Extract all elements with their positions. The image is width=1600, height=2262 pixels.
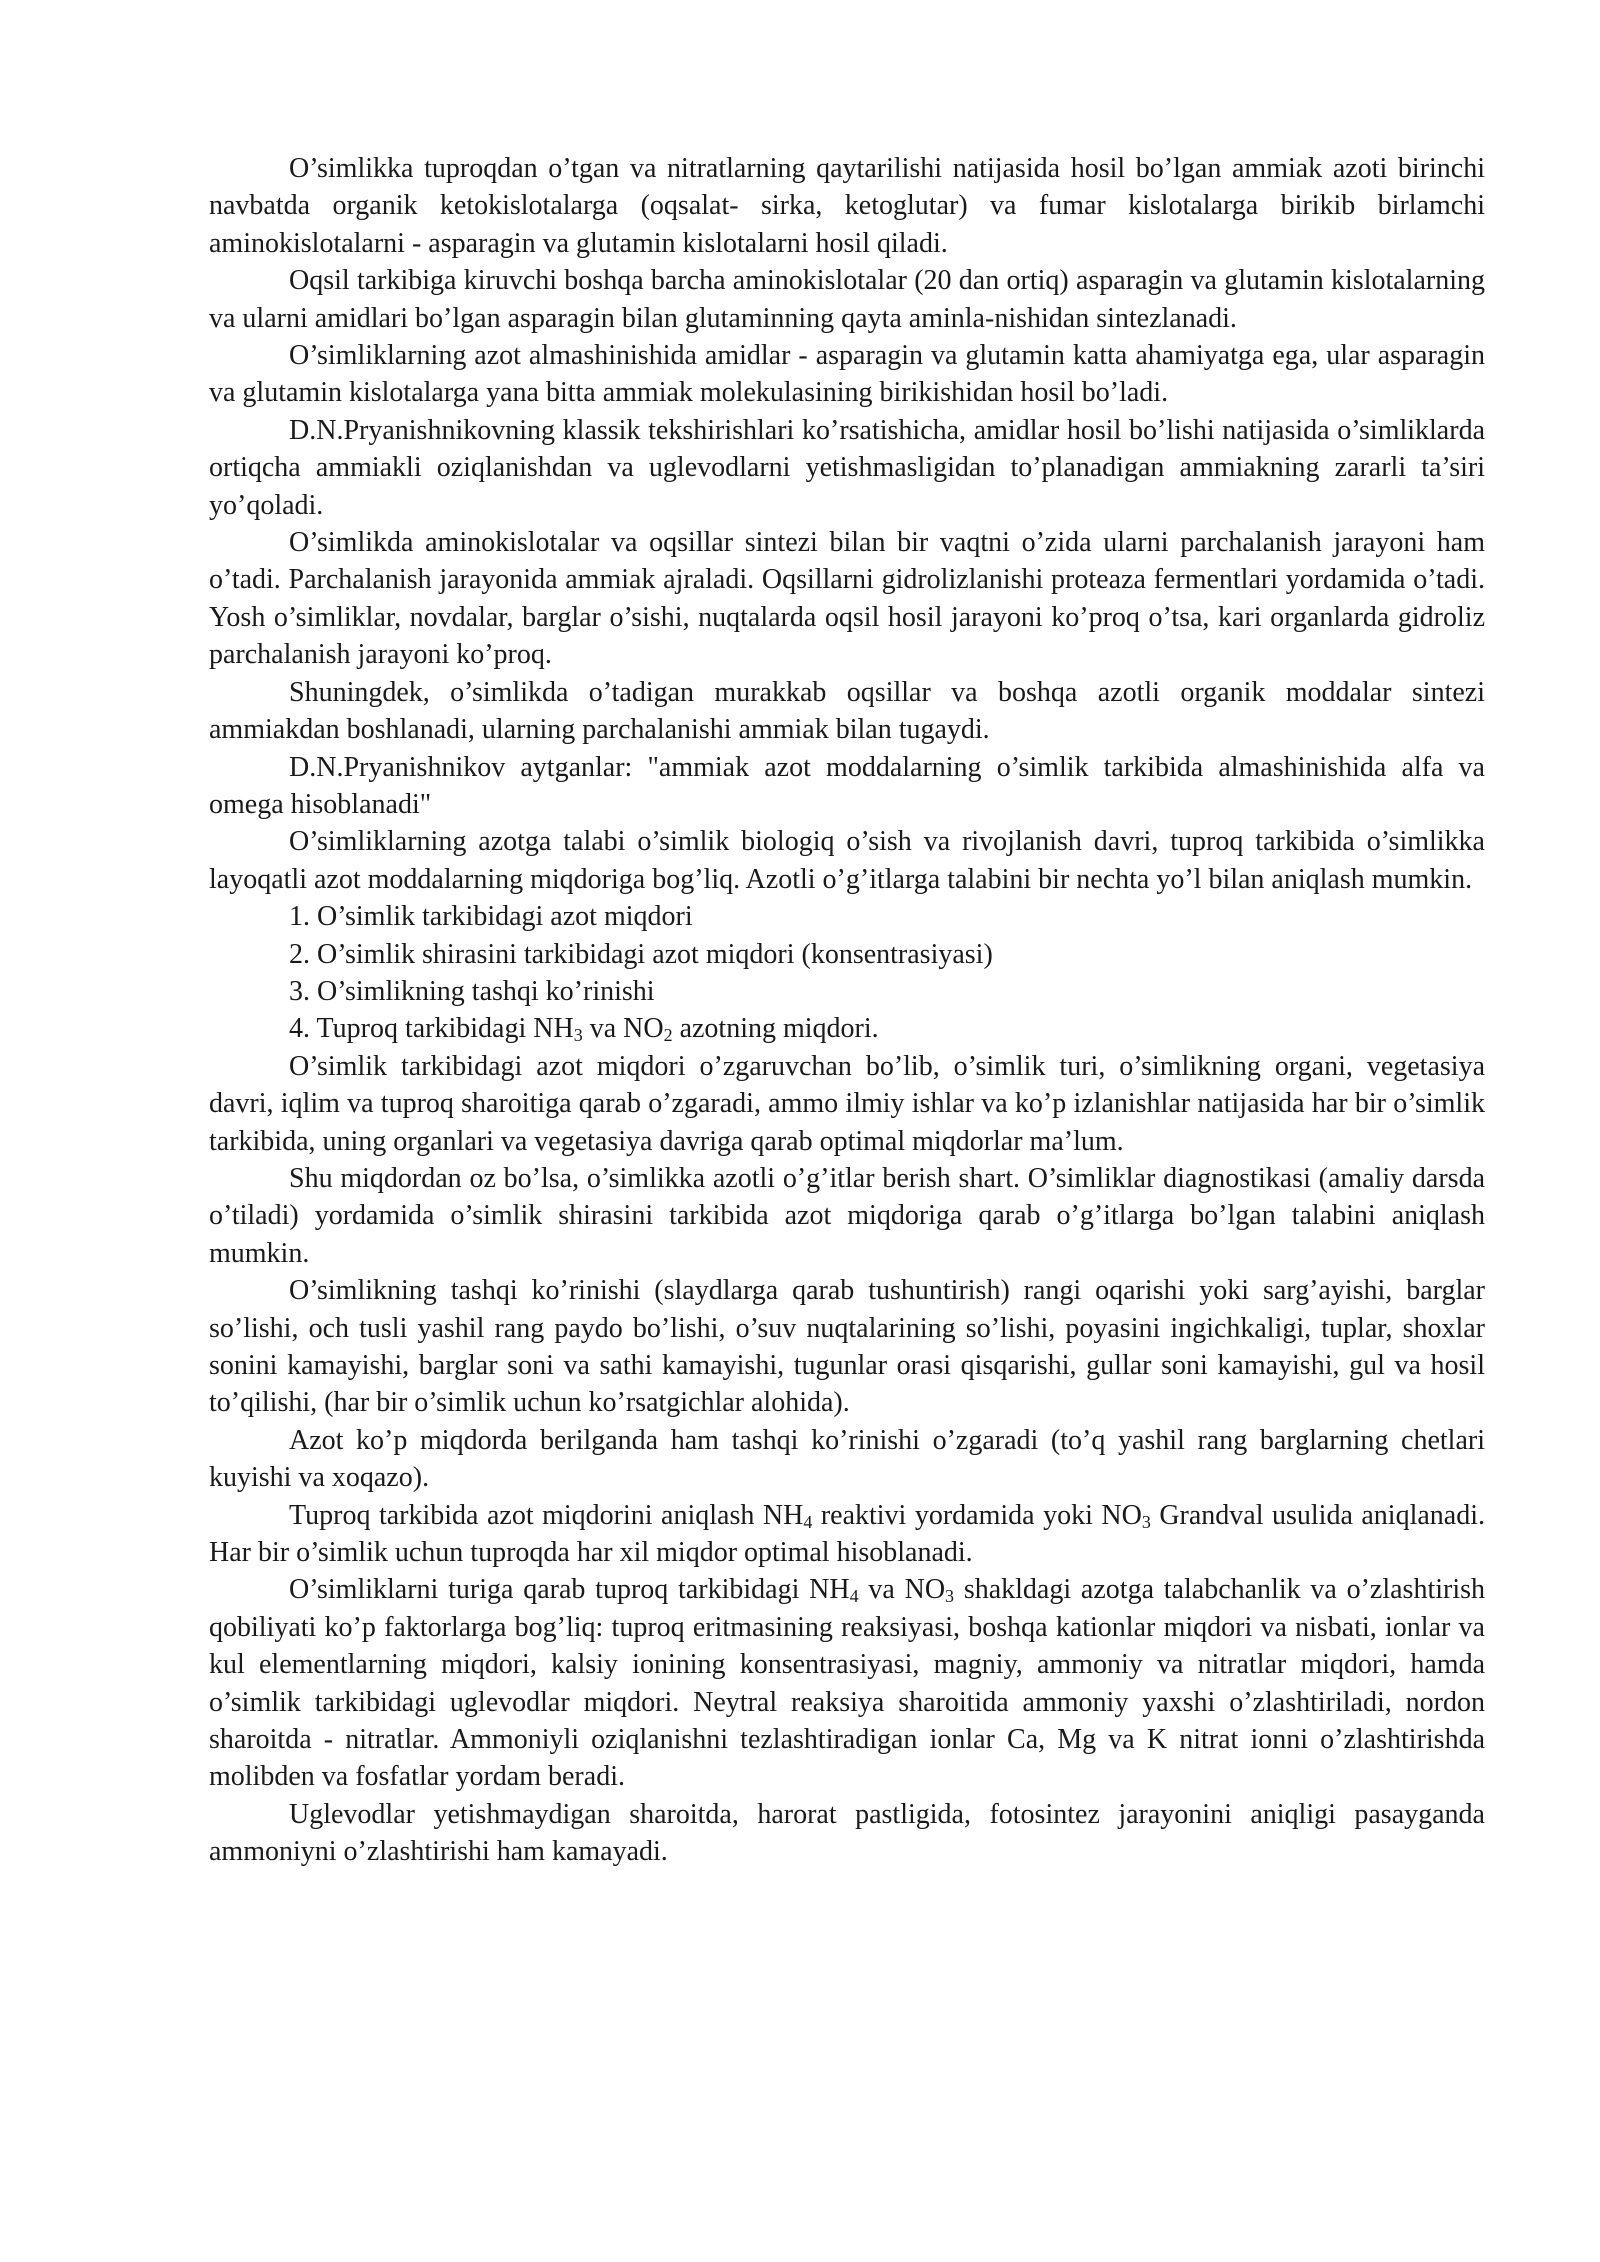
subscript: 3 xyxy=(573,1025,583,1046)
list-item-text: va NO xyxy=(582,1013,664,1045)
paragraph: D.N.Pryanishnikovning klassik tekshirishlari ko’rsatishicha, amidlar hosil bo’lishi natijasida o’simliklarda ortiqcha ammiakli oziqlanishdan va uglevodlarni yetishmasligidan to’planadigan ammiakning zararli ta’siri yo’qoladi. xyxy=(209,414,1485,521)
subscript: 3 xyxy=(1141,1511,1151,1532)
paragraph: O’simlik tarkibidagi azot miqdori o’zgaruvchan bo’lib, o’simlik turi, o’simlikning organi, vegetasiya davri, iqlim va tuproq sharoitiga qarab o’zgaradi, ammo ilmiy ishlar va ko’p izlanishlar natijasida har bir o’simlik tarkibida, uning organlari va vegetasiya davriga qarab optimal miqdorlar ma’lum. xyxy=(209,1050,1485,1157)
document-page xyxy=(209,150,1485,1871)
paragraph xyxy=(209,1571,1485,1795)
paragraph-text: va NO xyxy=(858,1574,946,1606)
subscript: 4 xyxy=(849,1586,859,1607)
subscript: 2 xyxy=(663,1025,673,1046)
list-item-text: azotning miqdori. xyxy=(672,1013,879,1045)
paragraph-text: reaktivi yordamida yoki NO xyxy=(812,1499,1142,1531)
paragraph: Uglevodlar yetishmaydigan sharoitda, harorat pastligida, fotosintez jarayonini aniqligi pasayganda ammoniyni o’zlashtirishi ham kamayadi. xyxy=(209,1798,1485,1868)
paragraph-text: Grandval usulida aniqlanadi. Har bir o’simlik uchun tuproqda har xil miqdor optimal hisoblanadi. xyxy=(209,1499,1486,1569)
paragraph-text: shakldagi azotga talabchanlik va o’zlashtirish qobiliyati ko’p faktorlarga bog’liq: tuproq eritmasining reaksiyasi, boshqa kationlar miqdori va nisbati, ionlar va kul elementlarning miqdori, kalsiy ionining konsentrasiyasi, magniy, ammoniy va nitratlar miqdori, hamda o’simlik tarkibidagi uglevodlar miqdori. Neytral reaksiya sharoitida ammoniy yaxshi o’zlashtiriladi, nordon sharoitda - nitratlar. Ammoniyli oziqlanishni tezlashtiradigan ionlar Ca, Mg va K nitrat ionni o’zlashtirishda molibden va fosfatlar yordam beradi. xyxy=(209,1574,1486,1793)
paragraph: Oqsil tarkibiga kiruvchi boshqa barcha aminokislotalar (20 dan ortiq) asparagin va glutamin kislotalarning va ularni amidlari bo’lgan asparagin bilan glutaminning qayta aminla-nishidan sintezlanadi. xyxy=(209,265,1485,334)
paragraph xyxy=(209,1497,1485,1572)
paragraph: Shuningdek, o’simlikda o’tadigan murakkab oqsillar va boshqa azotli organik moddalar sintezi ammiakdan boshlanadi, ularning parchalanishi ammiak bilan tugaydi. xyxy=(209,676,1485,746)
paragraph: O’simlikka tuproqdan o’tgan va nitratlarning qaytarilishi natijasida hosil bo’lgan ammiak azoti birinchi navbatda organik ketokislotalarga (oqsalat- sirka, ketoglutar) va fumar kislotalarga birikib birlamchi aminokislotalarni - asparagin va glutamin kislotalarni hosil qiladi. xyxy=(209,153,1485,259)
subscript: 3 xyxy=(945,1586,955,1607)
subscript: 4 xyxy=(803,1511,813,1532)
paragraph: Shu miqdordan oz bo’lsa, o’simlikka azotli o’g’itlar berish shart. O’simliklar diagnostikasi (amaliy darsda o’tiladi) yordamida o’simlik shirasini tarkibida azot miqdoriga qarab o’g’itlarga bo’lgan talabini aniqlash mumkin. xyxy=(209,1162,1485,1269)
paragraph: Azot ko’p miqdorda berilganda ham tashqi ko’rinishi o’zgaradi (to’q yashil rang barglarning chetlari kuyishi va xoqazo). xyxy=(209,1424,1485,1494)
list-item: 2. O’simlik shirasini tarkibidagi azot miqdori (konsentrasiyasi) xyxy=(289,938,993,970)
paragraph: O’simliklarning azotga talabi o’simlik biologiq o’sish va rivojlanish davri, tuproq tarkibida o’simlikka layoqatli azot moddalarning miqdoriga bog’liq. Azotli o’g’itlarga talabini bir nechta yo’l bilan aniqlash mumkin. xyxy=(209,826,1485,895)
paragraph: O’simliklarning azot almashinishida amidlar - asparagin va glutamin katta ahamiyatga ega, ular asparagin va glutamin kislotalarga yana bitta ammiak molekulasining birikishidan hosil bo’ladi. xyxy=(209,340,1485,409)
list-item-text: 4. Tuproq tarkibidagi NH xyxy=(289,1013,574,1045)
paragraph-text: O’simliklarni turiga qarab tuproq tarkibidagi NH xyxy=(289,1574,850,1606)
paragraph: O’simlikning tashqi ko’rinishi (slaydlarga qarab tushuntirish) rangi oqarishi yoki sarg’ayishi, barglar so’lishi, och tusli yashil rang paydo bo’lishi, o’suv nuqtalarining so’lishi, poyasini ingichkaligi, tuplar, shoxlar sonini kamayishi, barglar soni va sathi kamayishi, tugunlar orasi qisqarishi, gullar soni kamayishi, gul va hosil to’qilishi, (har bir o’simlik uchun ko’rsatgichlar alohida). xyxy=(209,1275,1485,1419)
list-item: 3. O’simlikning tashqi ko’rinishi xyxy=(289,975,655,1007)
paragraph: O’simlikda aminokislotalar va oqsillar sintezi bilan bir vaqtni o’zida ularni parchalanish jarayoni ham o’tadi. Parchalanish jarayonida ammiak ajraladi. Oqsillarni gidrolizlanishi proteaza fermentlari yordamida o’tadi. Yosh o’simliklar, novdalar, barglar o’sishi, nuqtalarda oqsil hosil jarayoni ko’proq o’tsa, kari organlarda gidroliz parchalanish jarayoni ko’proq. xyxy=(209,527,1485,671)
paragraph: D.N.Pryanishnikov aytganlar: "ammiak azot moddalarning o’simlik tarkibida almashinishida alfa va omega hisoblanadi" xyxy=(209,751,1485,820)
list-item: 1. O’simlik tarkibidagi azot miqdori xyxy=(289,901,693,933)
list-item xyxy=(209,1010,1485,1047)
paragraph-text: Tuproq tarkibida azot miqdorini aniqlash NH xyxy=(289,1499,804,1531)
